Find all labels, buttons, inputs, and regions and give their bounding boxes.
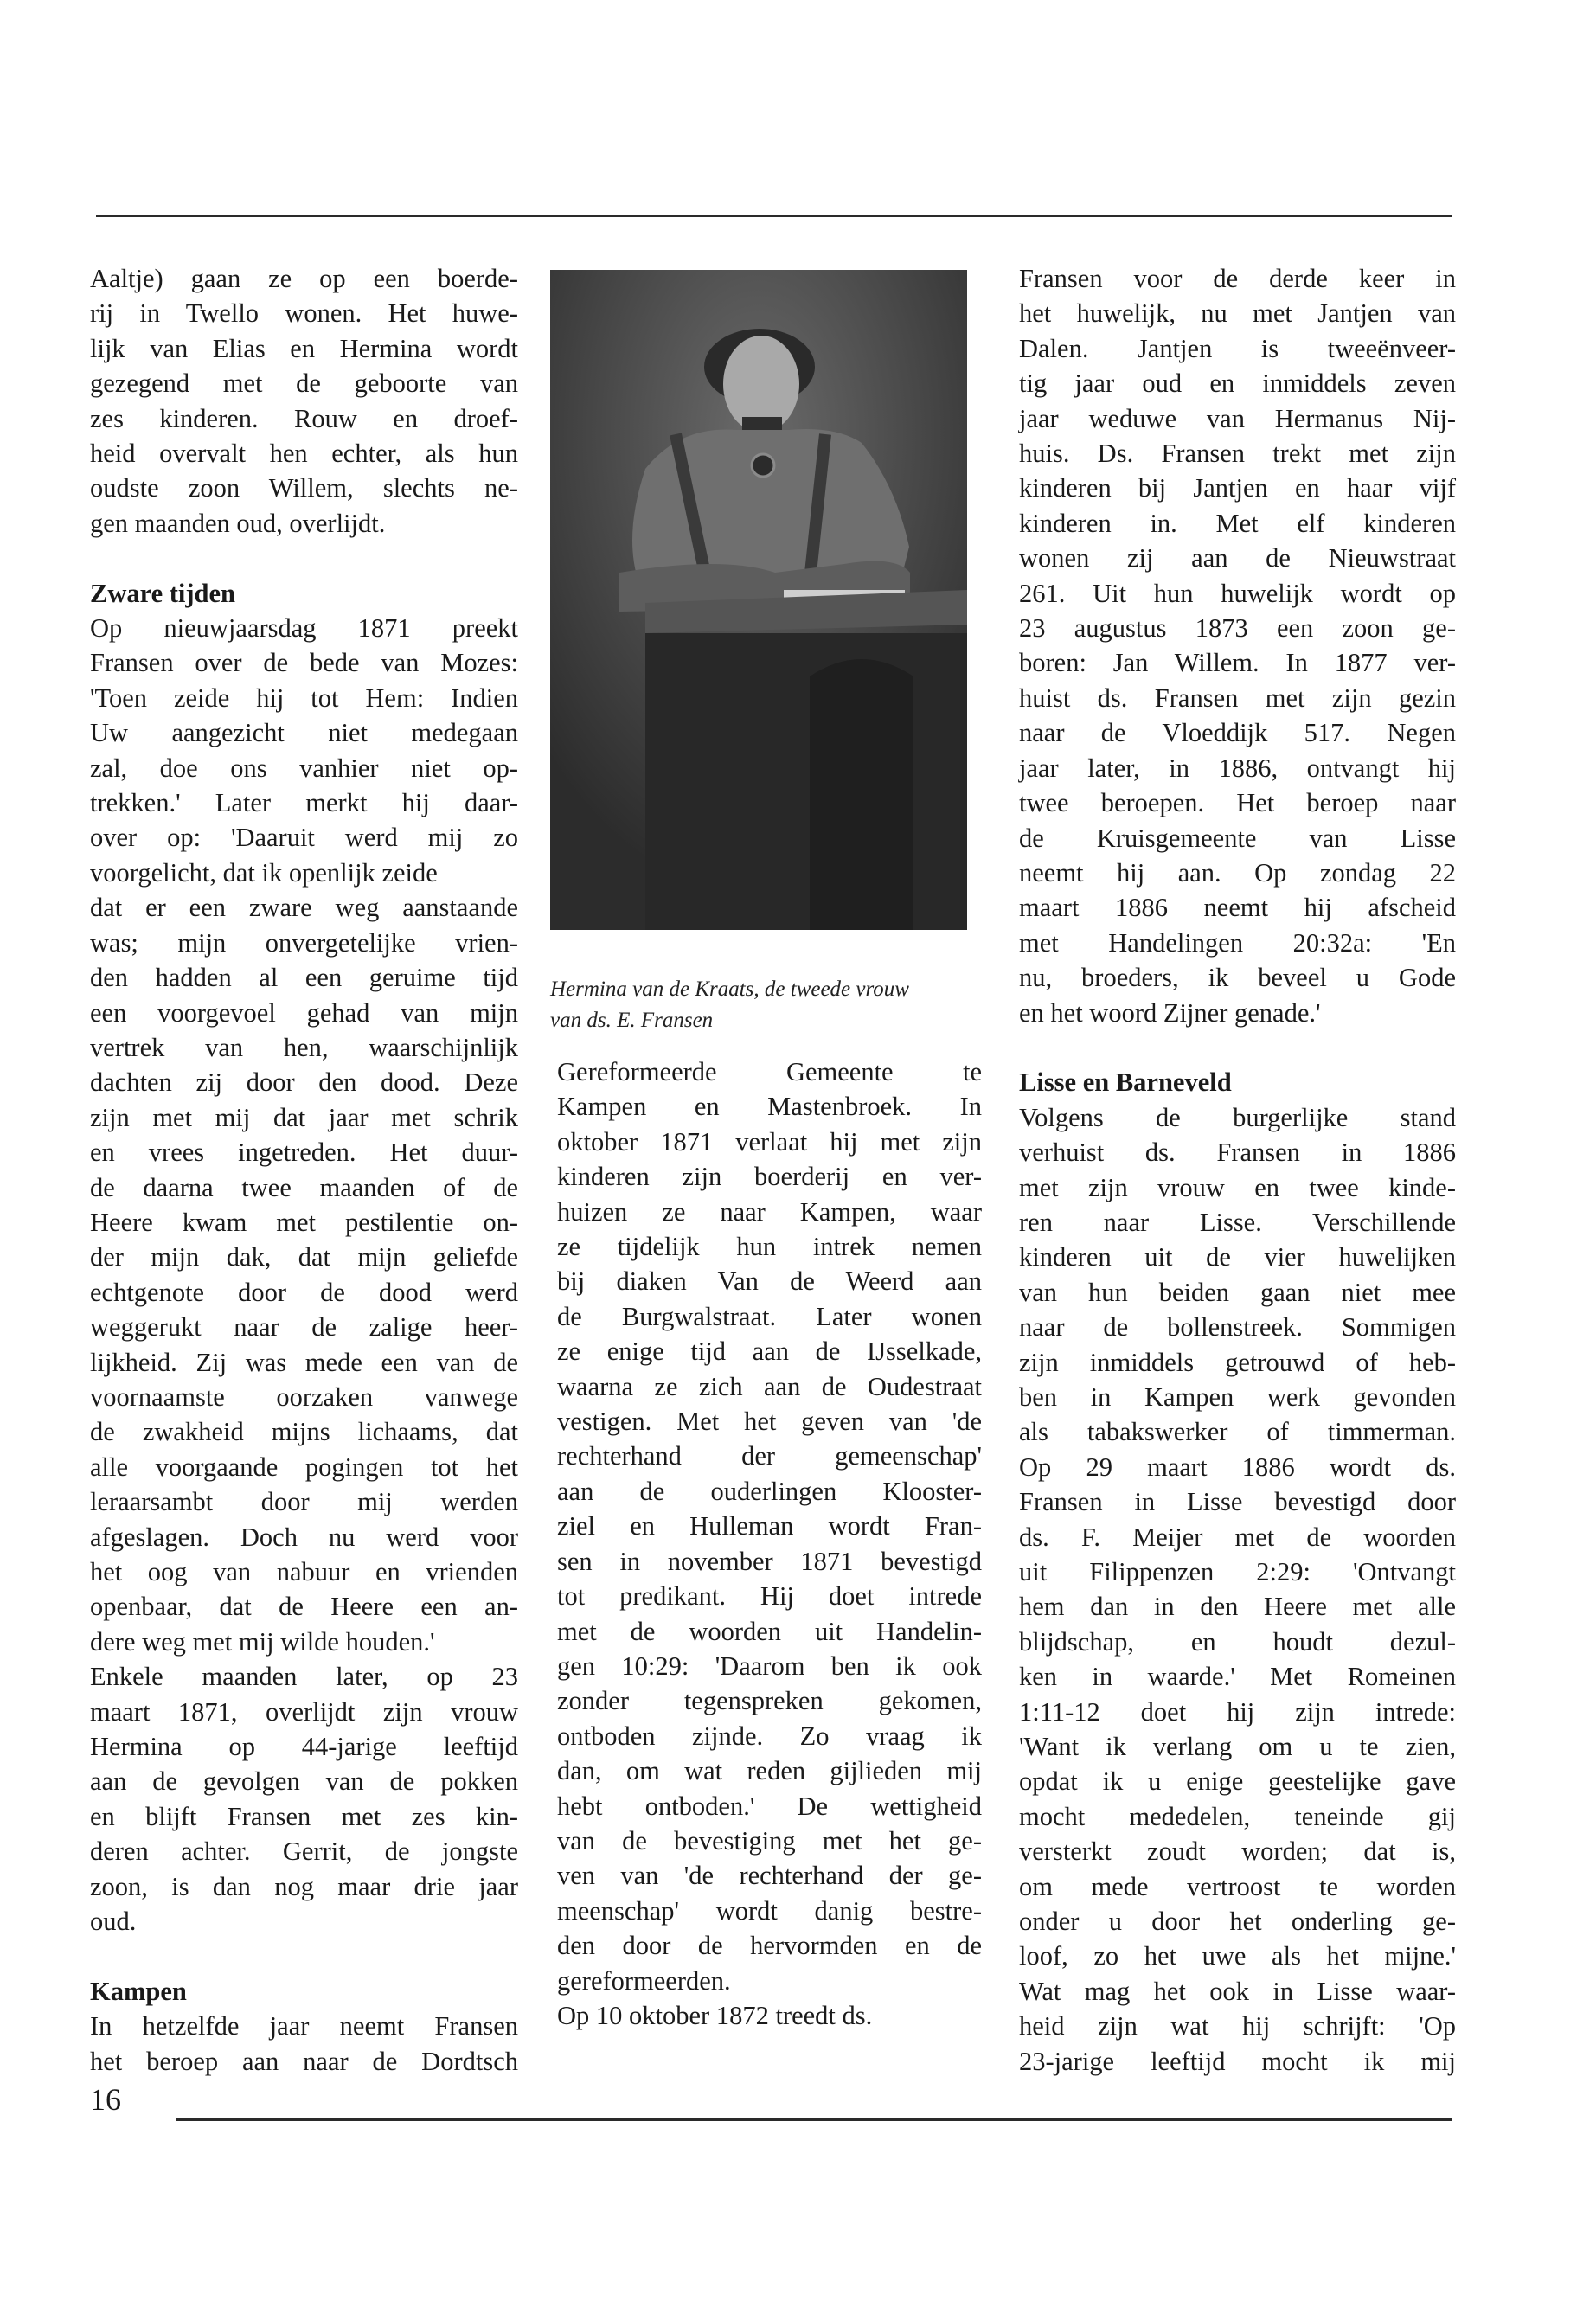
body-line: lijkheid. Zij was mede een van de xyxy=(90,1347,518,1377)
body-line: Fransen voor de derde keer in xyxy=(1019,264,1456,293)
body-line: onder u door het onderling ge- xyxy=(1019,1907,1456,1937)
right-column xyxy=(1019,261,1456,2079)
body-line: hebt ontboden.' De wettigheid xyxy=(557,1791,982,1821)
body-line: ken in waarde.' Met Romeinen xyxy=(1019,1662,1456,1692)
body-line: huist ds. Fransen met zijn gezin xyxy=(1019,683,1456,713)
body-line: aan de gevolgen van de pokken xyxy=(90,1766,518,1797)
page-number: 16 xyxy=(90,2082,121,2117)
body-line: Uw aangezicht niet medegaan xyxy=(90,718,518,748)
body-line: ren naar Lisse. Verschillende xyxy=(1019,1207,1456,1237)
body-line: en vrees ingetreden. Het duur- xyxy=(90,1138,518,1168)
body-line: Kampen en Mastenbroek. In xyxy=(557,1092,982,1122)
body-line: Wat mag het ook in Lisse waar- xyxy=(1019,1976,1456,2006)
body-line: opdat ik u enige geestelijke gave xyxy=(1019,1766,1456,1797)
body-line: heid overvalt hen echter, als hun xyxy=(90,439,518,469)
body-line: 23 augustus 1873 een zoon ge- xyxy=(1019,613,1456,644)
body-line: met Handelingen 20:32a: 'En xyxy=(1019,927,1456,958)
left-column xyxy=(90,261,518,2079)
body-line: 261. Uit hun huwelijk wordt op xyxy=(1019,578,1456,608)
portrait-image-icon xyxy=(550,270,967,930)
body-line: Op nieuwjaarsdag 1871 preekt xyxy=(90,613,518,644)
body-line: dat er een zware weg aanstaande xyxy=(90,893,518,923)
body-line: wonen zij aan de Nieuwstraat xyxy=(1019,543,1456,574)
body-line: vertrek van hen, waarschijnlijk xyxy=(90,1032,518,1062)
body-line: lijk van Elias en Hermina wordt xyxy=(90,333,518,363)
body-line: zijn inmiddels getrouwd of heb- xyxy=(1019,1347,1456,1377)
body-line: naar de Vloeddijk 517. Negen xyxy=(1019,718,1456,748)
body-line: nu, broeders, ik beveel u Gode xyxy=(1019,963,1456,993)
body-line: In hetzelfde jaar neemt Fransen xyxy=(90,2011,518,2041)
body-line: alle voorgaande pogingen tot het xyxy=(90,1452,518,1482)
body-line: kinderen in. Met elf kinderen xyxy=(1019,508,1456,538)
body-line: zoon, is dan nog maar drie jaar xyxy=(90,1871,518,1901)
body-line: Fransen in Lisse bevestigd door xyxy=(1019,1487,1456,1517)
body-line: Hermina op 44-jarige leeftijd xyxy=(90,1732,518,1762)
lisse-paragraph xyxy=(1019,1100,1456,2079)
body-line: zes kinderen. Rouw en droef- xyxy=(90,403,518,433)
body-line: aan de ouderlingen Klooster- xyxy=(557,1476,982,1506)
body-line: met zijn vrouw en twee kinde- xyxy=(1019,1172,1456,1202)
body-line: de daarna twee maanden of de xyxy=(90,1172,518,1202)
body-line: ontboden zijnde. Zo vraag ik xyxy=(557,1721,982,1751)
body-line: kinderen zijn boerderij en ver- xyxy=(557,1162,982,1192)
body-line: was; mijn onvergetelijke vrien- xyxy=(90,927,518,958)
body-line: maart 1886 neemt hij afscheid xyxy=(1019,893,1456,923)
body-line: weggerukt naar de zalige heer- xyxy=(90,1312,518,1343)
body-line: mocht mededelen, teneinde gij xyxy=(1019,1801,1456,1831)
body-line: verhuist ds. Fransen in 1886 xyxy=(1019,1138,1456,1168)
body-line: oudste zoon Willem, slechts ne- xyxy=(90,473,518,503)
body-line: met de woorden uit Handelin- xyxy=(557,1616,982,1646)
body-line: en het woord Zijner genade.' xyxy=(1019,997,1321,1028)
body-line: gezegend met de geboorte van xyxy=(90,369,518,399)
body-line: kinderen uit de vier huwelijken xyxy=(1019,1242,1456,1272)
body-line: huis. Ds. Fransen trekt met zijn xyxy=(1019,439,1456,469)
body-line: sen in november 1871 bevestigd xyxy=(557,1546,982,1576)
body-line: gen 10:29: 'Daarom ben ik ook xyxy=(557,1650,982,1681)
body-line: Enkele maanden later, op 23 xyxy=(90,1662,518,1692)
body-line: Aaltje) gaan ze op een boerde- xyxy=(90,264,518,293)
third-marriage-paragraph xyxy=(1019,261,1456,1030)
body-line: ds. F. Meijer met de woorden xyxy=(1019,1522,1456,1552)
body-line: Heere kwam met pestilentie on- xyxy=(90,1207,518,1237)
kampen-continued-paragraph xyxy=(557,1054,982,1998)
section-heading-lisse-en-barneveld: Lisse en Barneveld xyxy=(1019,1067,1232,1098)
body-line: 'Toen zeide hij tot Hem: Indien xyxy=(90,683,518,713)
body-line: twee beroepen. Het beroep naar xyxy=(1019,788,1456,818)
body-line: een voorgevoel gehad van mijn xyxy=(90,997,518,1028)
body-line: 'Want ik verlang om u te zien, xyxy=(1019,1732,1456,1762)
body-line: dere weg met mij wilde houden.' xyxy=(90,1626,435,1657)
body-line: deren achter. Gerrit, de jongste xyxy=(90,1836,518,1867)
body-line: waarna ze zich aan de Oudestraat xyxy=(557,1371,982,1401)
body-line: gen maanden oud, overlijdt. xyxy=(90,508,386,538)
body-line: gereformeerden. xyxy=(557,1965,731,1996)
kampen-paragraph xyxy=(90,2009,518,2079)
body-line: vestigen. Met het geven van 'de xyxy=(557,1407,982,1437)
zware-tijden-paragraph xyxy=(90,611,518,1939)
body-line: boren: Jan Willem. In 1877 ver- xyxy=(1019,648,1456,678)
body-line: hem dan in den Heere met alle xyxy=(1019,1592,1456,1622)
body-line: zal, doe ons vanhier niet op- xyxy=(90,753,518,783)
body-line: dachten zij door den dood. Deze xyxy=(90,1067,518,1098)
body-line: heid zijn wat hij schrijft: 'Op xyxy=(1019,2011,1456,2041)
body-line: maart 1871, overlijdt zijn vrouw xyxy=(90,1696,518,1727)
body-line: ven van 'de rechterhand der ge- xyxy=(557,1861,982,1891)
body-line: ze tijdelijk hun intrek nemen xyxy=(557,1232,982,1262)
intro-paragraph xyxy=(90,261,518,541)
body-line: Dalen. Jantjen is tweeënveer- xyxy=(1019,333,1456,363)
footer-rule xyxy=(176,2118,1452,2121)
body-line: openbaar, dat de Heere een an- xyxy=(90,1592,518,1622)
photo-caption: Hermina van de Kraats, de tweede vrouw van ds. E. Fransen xyxy=(550,977,909,1032)
body-line: Volgens de burgerlijke stand xyxy=(1019,1102,1456,1132)
body-line: ben in Kampen werk gevonden xyxy=(1019,1381,1456,1412)
body-line: over op: 'Daaruit werd mij zo xyxy=(90,823,518,853)
body-line: tig jaar oud en inmiddels zeven xyxy=(1019,369,1456,399)
body-line: der mijn dak, dat mijn geliefde xyxy=(90,1242,518,1272)
body-line: oud. xyxy=(90,1907,137,1937)
section-heading-kampen: Kampen xyxy=(90,1976,187,2006)
body-line: bij diaken Van de Weerd aan xyxy=(557,1266,982,1297)
body-line: versterkt zoudt worden; dat is, xyxy=(1019,1836,1456,1867)
body-line: loof, zo het uwe als het mijne.' xyxy=(1019,1941,1456,1971)
body-line: de zwakheid mijns lichaams, dat xyxy=(90,1417,518,1447)
section-heading-zware-tijden: Zware tijden xyxy=(90,578,236,608)
body-line: zonder tegenspreken gekomen, xyxy=(557,1686,982,1716)
portrait-photo xyxy=(550,270,967,930)
body-line: van de bevestiging met het ge- xyxy=(557,1825,982,1856)
body-line: het oog van nabuur en vrienden xyxy=(90,1557,518,1587)
body-line: trekken.' Later merkt hij daar- xyxy=(90,788,518,818)
body-line: naar de bollenstreek. Sommigen xyxy=(1019,1312,1456,1343)
middle-column xyxy=(557,1054,982,2033)
body-line: den hadden al een geruime tijd xyxy=(90,963,518,993)
body-line: neemt hij aan. Op zondag 22 xyxy=(1019,857,1456,888)
body-line: 23-jarige leeftijd mocht ik mij xyxy=(1019,2046,1456,2076)
body-line: rechterhand der gemeenschap' xyxy=(557,1441,982,1471)
body-line: om mede vertroost te worden xyxy=(1019,1871,1456,1901)
body-line: het huwelijk, nu met Jantjen van xyxy=(1019,298,1456,329)
body-line: blijdschap, en houdt dezul- xyxy=(1019,1626,1456,1657)
body-line: de Kruisgemeente van Lisse xyxy=(1019,823,1456,853)
body-line: de Burgwalstraat. Later wonen xyxy=(557,1301,982,1331)
body-line: ze enige tijd aan de IJsselkade, xyxy=(557,1336,982,1367)
body-line: den door de hervormden en de xyxy=(557,1931,982,1961)
body-line: echtgenote door de dood werd xyxy=(90,1277,518,1307)
body-line: voorgelicht, dat ik openlijk zeide xyxy=(90,857,438,888)
body-line: Gereformeerde Gemeente te xyxy=(557,1057,982,1086)
body-line: en blijft Fransen met zes kin- xyxy=(90,1801,518,1831)
body-line: Fransen over de bede van Mozes: xyxy=(90,648,518,678)
body-line: als tabakswerker of timmerman. xyxy=(1019,1417,1456,1447)
body-line: rij in Twello wonen. Het huwe- xyxy=(90,298,518,329)
body-line: ziel en Hulleman wordt Fran- xyxy=(557,1511,982,1541)
body-line: zijn met mij dat jaar met schrik xyxy=(90,1102,518,1132)
body-line: 1:11-12 doet hij zijn intrede: xyxy=(1019,1696,1456,1727)
body-line: voornaamste oorzaken vanwege xyxy=(90,1381,518,1412)
body-line: Op 10 oktober 1872 treedt ds. xyxy=(557,2000,873,2030)
body-line: jaar weduwe van Hermanus Nij- xyxy=(1019,403,1456,433)
body-line: leraarsambt door mij werden xyxy=(90,1487,518,1517)
body-line: afgeslagen. Doch nu werd voor xyxy=(90,1522,518,1552)
body-line: meenschap' wordt danig bestre- xyxy=(557,1895,982,1926)
body-line: uit Filippenzen 2:29: 'Ontvangt xyxy=(1019,1557,1456,1587)
body-line: het beroep aan naar de Dordtsch xyxy=(90,2046,518,2076)
body-line: huizen ze naar Kampen, waar xyxy=(557,1196,982,1227)
body-line: Op 29 maart 1886 wordt ds. xyxy=(1019,1452,1456,1482)
body-line: jaar later, in 1886, ontvangt hij xyxy=(1019,753,1456,783)
body-line: dan, om wat reden gijlieden mij xyxy=(557,1756,982,1786)
body-line: van hun beiden gaan niet mee xyxy=(1019,1277,1456,1307)
body-line: kinderen bij Jantjen en haar vijf xyxy=(1019,473,1456,503)
body-line: tot predikant. Hij doet intrede xyxy=(557,1581,982,1612)
body-line: oktober 1871 verlaat hij met zijn xyxy=(557,1126,982,1157)
header-rule xyxy=(96,215,1452,217)
